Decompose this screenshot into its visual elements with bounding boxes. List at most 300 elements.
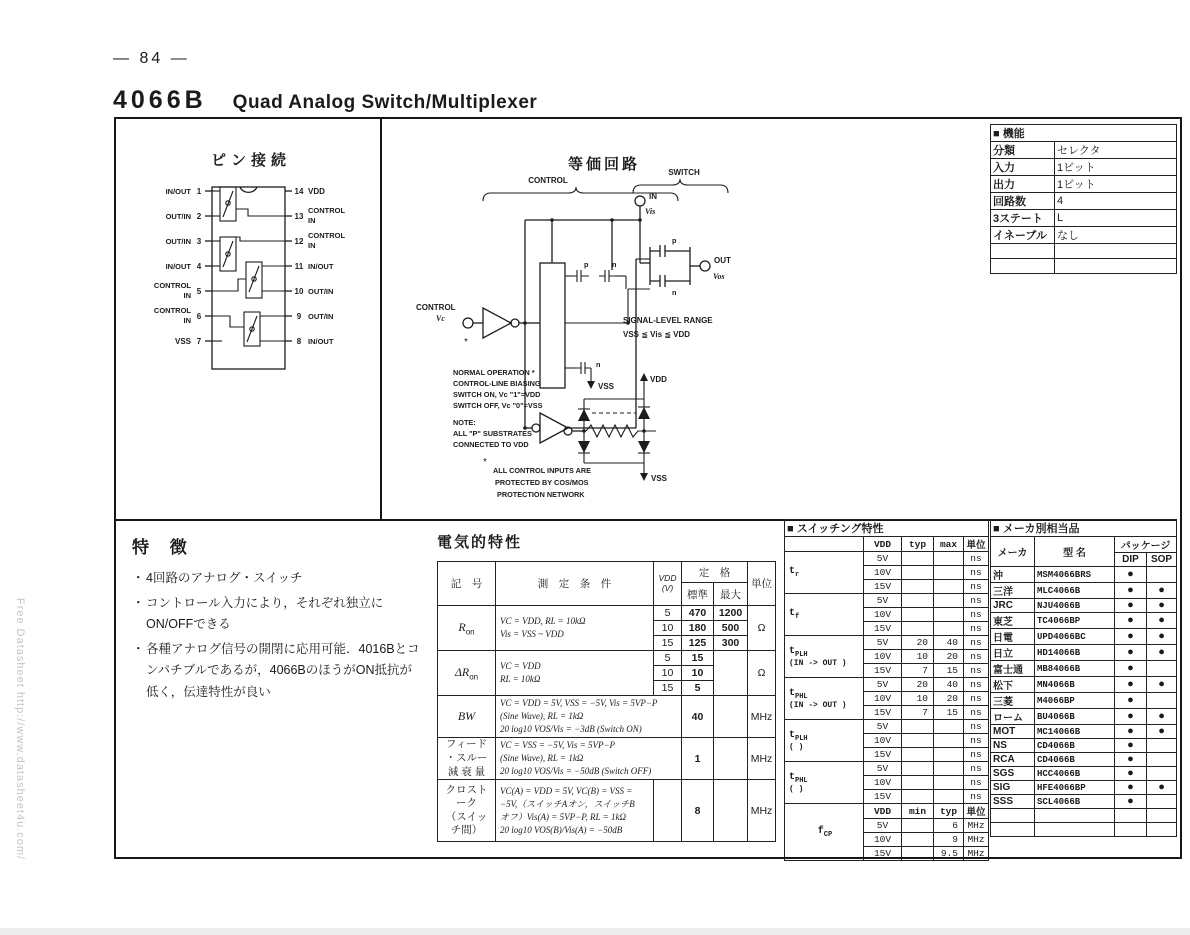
cell: CD4066B bbox=[1035, 753, 1115, 767]
cell bbox=[934, 622, 964, 636]
cell: CD4066B bbox=[1035, 739, 1115, 753]
cell: ns bbox=[964, 566, 989, 580]
control-section-label: CONTROL bbox=[528, 176, 568, 185]
conditions-bw: VC = VDD = 5V, VSS = −5V, Vis = 5VP−P (Sine Wave), RL = 1kΩ 20 log10 VOS/Vis = −3dB (Switch ON) bbox=[496, 696, 682, 738]
signal-range-line1: SIGNAL-LEVEL RANGE bbox=[623, 316, 713, 325]
table-row bbox=[785, 537, 989, 552]
cell: MC14066B bbox=[1035, 725, 1115, 739]
vos-label: Vos bbox=[713, 272, 725, 281]
cell: 500 bbox=[714, 621, 748, 636]
table-row bbox=[991, 781, 1177, 795]
table-row bbox=[785, 762, 989, 776]
table-row bbox=[991, 613, 1177, 629]
pin14-num: 14 bbox=[294, 187, 304, 196]
cell: SGS bbox=[991, 767, 1035, 781]
symbol-delta-ron: $\Delta R_{on}$ bbox=[438, 651, 496, 696]
cell: ● bbox=[1115, 613, 1147, 629]
cell: 沖 bbox=[991, 567, 1035, 583]
unit-ron: Ω bbox=[748, 606, 776, 651]
header-vdd-line2: (V) bbox=[661, 582, 674, 593]
transmission-gate bbox=[640, 236, 731, 297]
pin6-label-line1: CONTROL bbox=[153, 306, 191, 315]
protect-vdd-label: VDD bbox=[650, 375, 667, 384]
feature-text: 4回路のアナログ・スイッチ bbox=[146, 571, 303, 585]
param-tphl-2: $t_{PHL}$ ( ) bbox=[785, 762, 864, 804]
cell: 5V bbox=[864, 636, 902, 650]
header-rating: 定 格 bbox=[682, 562, 748, 583]
cell bbox=[714, 696, 748, 738]
cell: ns bbox=[964, 622, 989, 636]
cell: 8 bbox=[682, 780, 714, 842]
cell: ● bbox=[1147, 583, 1177, 599]
header-model: 型 名 bbox=[1035, 537, 1115, 567]
header-max: max bbox=[934, 537, 964, 552]
cell: M4066BP bbox=[1035, 693, 1115, 709]
cell: 40 bbox=[934, 636, 964, 650]
conditions-crosstalk: VC(A) = VDD = 5V, VC(B) = VSS = −5V,（スイッチAオン，スイッチB オフ）Vis(A) = 5VP−P, RL = 1kΩ 20 log10 VOS(B)/Vis(A) = −50dB bbox=[496, 780, 654, 842]
cell: ● bbox=[1115, 677, 1147, 693]
table-row bbox=[991, 645, 1177, 661]
table-row bbox=[991, 537, 1177, 553]
table-row bbox=[991, 583, 1177, 599]
table-row bbox=[991, 244, 1177, 259]
scan-edge bbox=[0, 928, 1190, 935]
fcp-header-min: min bbox=[902, 804, 934, 819]
table-row bbox=[785, 594, 989, 608]
cell: MHz bbox=[964, 847, 989, 861]
cell: ns bbox=[964, 650, 989, 664]
pin4-num: 4 bbox=[196, 262, 202, 271]
cell bbox=[934, 552, 964, 566]
cell bbox=[934, 776, 964, 790]
cell: 1 bbox=[682, 738, 714, 780]
symbol-feedthrough: フィード ・スルー 減 衰 量 bbox=[438, 738, 496, 780]
signal-range-line2: VSS ≦ Vis ≦ VDD bbox=[623, 330, 691, 339]
header-typ: typ bbox=[902, 537, 934, 552]
pin5-num: 5 bbox=[196, 287, 202, 296]
cell bbox=[1115, 809, 1147, 823]
table-row bbox=[991, 693, 1177, 709]
cell: 入力 bbox=[991, 159, 1055, 176]
conditions-delta-ron: VC = VDD RL = 10kΩ bbox=[496, 651, 654, 696]
cell: 3ステート bbox=[991, 210, 1055, 227]
page-title bbox=[113, 86, 537, 115]
protection-footnote bbox=[483, 457, 591, 499]
cell: 15 bbox=[934, 664, 964, 678]
cell: 7 bbox=[902, 664, 934, 678]
table-row bbox=[438, 696, 776, 738]
cell: 10 bbox=[654, 621, 682, 636]
pin1-num: 1 bbox=[196, 187, 202, 196]
table-row bbox=[991, 753, 1177, 767]
vertical-divider bbox=[380, 119, 382, 519]
cell bbox=[934, 762, 964, 776]
pin3-num: 3 bbox=[196, 237, 202, 246]
cell: 470 bbox=[682, 606, 714, 621]
fcp-header-unit: 単位 bbox=[964, 804, 989, 819]
cell: 5V bbox=[864, 552, 902, 566]
function-table bbox=[990, 124, 1177, 274]
table-row bbox=[991, 709, 1177, 725]
cell: ● bbox=[1147, 645, 1177, 661]
table-row bbox=[991, 725, 1177, 739]
footnote-line1: ALL CONTROL INPUTS ARE bbox=[493, 466, 591, 475]
cell: 7 bbox=[902, 706, 934, 720]
table-row bbox=[991, 259, 1177, 274]
pin5-label-line1: CONTROL bbox=[153, 281, 191, 290]
pin9-num: 9 bbox=[296, 312, 302, 321]
cell: 15 bbox=[654, 681, 682, 696]
cell: ● bbox=[1115, 645, 1147, 661]
cell: HCC4066B bbox=[1035, 767, 1115, 781]
pin8-label: IN/OUT bbox=[308, 337, 334, 346]
cell: ns bbox=[964, 748, 989, 762]
cell: イネーブル bbox=[991, 227, 1055, 244]
note-line1: NOTE: bbox=[453, 418, 476, 427]
pin5-label-line2: IN bbox=[183, 291, 191, 300]
electrical-characteristics-title: 電気的特性 bbox=[437, 534, 523, 551]
cell: 三菱 bbox=[991, 693, 1035, 709]
cell: 三洋 bbox=[991, 583, 1035, 599]
table-row bbox=[991, 176, 1177, 193]
cell: 1200 bbox=[714, 606, 748, 621]
table-row bbox=[438, 738, 776, 780]
cell: 300 bbox=[714, 636, 748, 651]
conditions-feedthrough: VC = VSS = −5V, Vis = 5VP−P (Sine Wave), RL = 1kΩ 20 log10 VOS/Vis = −50dB (Switch OFF) bbox=[496, 738, 682, 780]
cell: ● bbox=[1147, 613, 1177, 629]
cell: 出力 bbox=[991, 176, 1055, 193]
pmos1-label: p bbox=[584, 260, 589, 269]
normal-op-line2: CONTROL-LINE BIASING bbox=[453, 379, 541, 388]
cell bbox=[785, 537, 864, 552]
header-maker: メーカ bbox=[991, 537, 1035, 567]
table-row bbox=[438, 651, 776, 666]
table-row bbox=[991, 809, 1177, 823]
block-vss-label: VSS bbox=[598, 382, 615, 391]
cell: ● bbox=[1115, 753, 1147, 767]
cell bbox=[1055, 259, 1177, 274]
table-row bbox=[991, 210, 1177, 227]
fcp-header-typ: typ bbox=[934, 804, 964, 819]
cell: ns bbox=[964, 720, 989, 734]
part-name: Quad Analog Switch/Multiplexer bbox=[232, 92, 538, 113]
equivalent-circuit-diagram bbox=[388, 163, 868, 507]
cell: 10 bbox=[682, 666, 714, 681]
header-package: パッケージ bbox=[1115, 537, 1177, 553]
pin7-label: VSS bbox=[174, 337, 191, 346]
cell: 10V bbox=[864, 833, 902, 847]
table-row bbox=[785, 636, 989, 650]
cell: TC4066BP bbox=[1035, 613, 1115, 629]
table-row bbox=[991, 629, 1177, 645]
pin2-label: OUT/IN bbox=[165, 212, 191, 221]
cell: 125 bbox=[682, 636, 714, 651]
internal-switches bbox=[212, 187, 285, 346]
bullet: ・ bbox=[132, 641, 145, 656]
pin12-label-line2: IN bbox=[308, 241, 316, 250]
pin1-label: IN/OUT bbox=[165, 187, 191, 196]
cell bbox=[902, 566, 934, 580]
pin-labels-left bbox=[154, 187, 202, 346]
cell: ns bbox=[964, 790, 989, 804]
cell: 15V bbox=[864, 664, 902, 678]
note-line2: ALL "P" SUBSTRATES bbox=[453, 429, 532, 438]
function-table-title: ■ 機能 bbox=[991, 125, 1177, 142]
pin7-num: 7 bbox=[196, 337, 202, 346]
pin-labels-right bbox=[295, 187, 346, 346]
footnote-asterisk: * bbox=[483, 457, 487, 468]
table-row bbox=[991, 739, 1177, 753]
table-row bbox=[991, 599, 1177, 613]
cell: 東芝 bbox=[991, 613, 1035, 629]
header-unit: 単位 bbox=[964, 537, 989, 552]
cell: 20 bbox=[902, 636, 934, 650]
normal-op-line1: NORMAL OPERATION * bbox=[453, 368, 535, 377]
cell: ns bbox=[964, 552, 989, 566]
tg-nmos-label: n bbox=[672, 288, 677, 297]
table-row bbox=[438, 780, 776, 842]
protect-vss-label: VSS bbox=[651, 474, 668, 483]
cell bbox=[902, 552, 934, 566]
cell: 松下 bbox=[991, 677, 1035, 693]
cell bbox=[991, 244, 1055, 259]
table-row bbox=[991, 661, 1177, 677]
header-vdd: VDD bbox=[864, 537, 902, 552]
nmos1-label: n bbox=[612, 260, 617, 269]
cell: 10V bbox=[864, 776, 902, 790]
param-tphl-in-out: $t_{PHL}$ (IN -> OUT ) bbox=[785, 678, 864, 720]
cell: JRC bbox=[991, 599, 1035, 613]
cell bbox=[1115, 823, 1147, 837]
symbol-bw: BW bbox=[438, 696, 496, 738]
cell: 15V bbox=[864, 580, 902, 594]
header-unit: 単位 bbox=[748, 562, 776, 606]
cell bbox=[991, 823, 1035, 837]
in-terminal bbox=[645, 192, 657, 216]
cell bbox=[902, 819, 934, 833]
control-terminal-label: CONTROL bbox=[416, 303, 456, 312]
conditions-ron: VC = VDD, RL = 10kΩ Vis = VSS ~ VDD bbox=[496, 606, 654, 651]
cell: ● bbox=[1115, 567, 1147, 583]
cell bbox=[934, 790, 964, 804]
cell: ns bbox=[964, 608, 989, 622]
cell: ● bbox=[1115, 739, 1147, 753]
cell: 10V bbox=[864, 608, 902, 622]
feature-text: 各種アナログ信号の開閉に応用可能．4016Bとコンパチブルであるが，4066BのほうがON抵抗が低く，伝達特性が良い bbox=[146, 641, 420, 699]
header-typ: 標準 bbox=[682, 583, 714, 606]
cell: SSS bbox=[991, 795, 1035, 809]
cell: 15V bbox=[864, 622, 902, 636]
table-row bbox=[785, 720, 989, 734]
note-line3: CONNECTED TO VDD bbox=[453, 440, 529, 449]
header-dip: DIP bbox=[1115, 553, 1147, 567]
cell: 15V bbox=[864, 748, 902, 762]
tg-pmos-label: p bbox=[672, 236, 677, 245]
inverter-1 bbox=[483, 308, 540, 338]
table-row bbox=[991, 193, 1177, 210]
cell: ● bbox=[1115, 583, 1147, 599]
table-row bbox=[991, 795, 1177, 809]
pin-connection-diagram bbox=[118, 179, 380, 511]
table-row bbox=[991, 159, 1177, 176]
switch-section-label: SWITCH bbox=[668, 168, 700, 177]
cell: ns bbox=[964, 734, 989, 748]
cell bbox=[902, 608, 934, 622]
cell: 15V bbox=[864, 790, 902, 804]
cell bbox=[714, 738, 748, 780]
cell: RCA bbox=[991, 753, 1035, 767]
pin10-label: OUT/IN bbox=[308, 287, 334, 296]
cell: 5V bbox=[864, 720, 902, 734]
braces bbox=[483, 168, 728, 201]
cell: MOT bbox=[991, 725, 1035, 739]
table-row bbox=[991, 520, 1177, 537]
cell: 10V bbox=[864, 734, 902, 748]
header-conditions: 測 定 条 件 bbox=[496, 562, 654, 606]
cell bbox=[902, 762, 934, 776]
unit-crosstalk: MHz bbox=[748, 780, 776, 842]
cell: MN4066B bbox=[1035, 677, 1115, 693]
cell: ● bbox=[1115, 693, 1147, 709]
header-sop: SOP bbox=[1147, 553, 1177, 567]
header-vdd-line1: VDD bbox=[658, 573, 677, 584]
cell bbox=[934, 608, 964, 622]
table-row bbox=[785, 804, 989, 819]
cell bbox=[902, 622, 934, 636]
cell: ● bbox=[1115, 599, 1147, 613]
out-label: OUT bbox=[714, 256, 731, 265]
cell bbox=[1055, 244, 1177, 259]
cell bbox=[1147, 767, 1177, 781]
cell: SIG bbox=[991, 781, 1035, 795]
cell bbox=[1147, 739, 1177, 753]
param-fcp: $f_{CP}$ bbox=[785, 804, 864, 861]
bullet: ・ bbox=[132, 595, 145, 610]
cell: 10 bbox=[902, 650, 934, 664]
cell: 15 bbox=[654, 636, 682, 651]
cell: 9.5 bbox=[934, 847, 964, 861]
cell: ns bbox=[964, 580, 989, 594]
pin10-num: 10 bbox=[294, 287, 304, 296]
list-item bbox=[132, 639, 424, 704]
cell: UPD4066BC bbox=[1035, 629, 1115, 645]
cell: 1ビット bbox=[1055, 159, 1177, 176]
pin8-num: 8 bbox=[296, 337, 302, 346]
cell: 5V bbox=[864, 678, 902, 692]
table-row bbox=[785, 552, 989, 566]
cell: ● bbox=[1147, 677, 1177, 693]
cell bbox=[714, 651, 748, 696]
control-block bbox=[540, 260, 650, 391]
pin12-label-line1: CONTROL bbox=[308, 231, 346, 240]
cell bbox=[1147, 809, 1177, 823]
cell bbox=[1147, 795, 1177, 809]
cell: 4 bbox=[1055, 193, 1177, 210]
pin13-num: 13 bbox=[294, 212, 304, 221]
cell: セレクタ bbox=[1055, 142, 1177, 159]
symbol-crosstalk: クロスト ーク （スイッ チ間） bbox=[438, 780, 496, 842]
fcp-header-vdd: VDD bbox=[864, 804, 902, 819]
cell: MHz bbox=[964, 819, 989, 833]
cell: ● bbox=[1147, 725, 1177, 739]
pin11-label: IN/OUT bbox=[308, 262, 334, 271]
cell: 6 bbox=[934, 819, 964, 833]
page-number: — 84 — bbox=[113, 50, 190, 67]
pin3-label: OUT/IN bbox=[165, 237, 191, 246]
cell: ns bbox=[964, 692, 989, 706]
cell: なし bbox=[1055, 227, 1177, 244]
cell: SCL4066B bbox=[1035, 795, 1115, 809]
cell: ns bbox=[964, 706, 989, 720]
cell: 5V bbox=[864, 594, 902, 608]
cell bbox=[1147, 567, 1177, 583]
cell bbox=[902, 580, 934, 594]
cell: 5 bbox=[654, 606, 682, 621]
list-item bbox=[132, 593, 424, 636]
cell: ● bbox=[1147, 629, 1177, 645]
cell: ● bbox=[1147, 781, 1177, 795]
cell: 5V bbox=[864, 819, 902, 833]
pin14-label: VDD bbox=[308, 187, 325, 196]
param-tr: $t_r$ bbox=[785, 552, 864, 594]
normal-op-line4: SWITCH OFF, Vc "0"=VSS bbox=[453, 401, 543, 410]
watermark: Free Datasheet http://www.datasheet4u.com/ bbox=[14, 598, 26, 861]
vc-label: Vc bbox=[436, 314, 445, 323]
cell: 15V bbox=[864, 706, 902, 720]
cell: ● bbox=[1115, 795, 1147, 809]
cell: ● bbox=[1115, 781, 1147, 795]
cell: 15V bbox=[864, 847, 902, 861]
cell: 10V bbox=[864, 566, 902, 580]
cell: ● bbox=[1147, 599, 1177, 613]
pin13-label-line1: CONTROL bbox=[308, 206, 346, 215]
list-item bbox=[132, 568, 424, 590]
cell bbox=[902, 720, 934, 734]
cell: ns bbox=[964, 636, 989, 650]
pin13-label-line2: IN bbox=[308, 216, 316, 225]
table-row bbox=[991, 823, 1177, 837]
cell: 日立 bbox=[991, 645, 1035, 661]
unit-bw: MHz bbox=[748, 696, 776, 738]
cell bbox=[902, 594, 934, 608]
cell bbox=[1035, 809, 1115, 823]
cell bbox=[902, 734, 934, 748]
cell: ● bbox=[1147, 709, 1177, 725]
cell: 回路数 bbox=[991, 193, 1055, 210]
cell: MHz bbox=[964, 833, 989, 847]
cell bbox=[1147, 753, 1177, 767]
pin6-label-line2: IN bbox=[183, 316, 191, 325]
nmos2-label: n bbox=[596, 360, 601, 369]
cell bbox=[654, 780, 682, 842]
cell: 5 bbox=[654, 651, 682, 666]
cell: ns bbox=[964, 664, 989, 678]
electrical-characteristics-section bbox=[437, 531, 776, 842]
cell: 9 bbox=[934, 833, 964, 847]
cell: 180 bbox=[682, 621, 714, 636]
maker-table-title: ■ メーカ別相当品 bbox=[991, 520, 1177, 537]
cell: 10 bbox=[654, 666, 682, 681]
cell: 15 bbox=[934, 706, 964, 720]
footnote-line2: PROTECTED BY COS/MOS bbox=[495, 478, 589, 487]
cell: ns bbox=[964, 776, 989, 790]
feature-text: コントロール入力により，それぞれ独立にON/OFFできる bbox=[146, 595, 384, 631]
pin9-label: OUT/IN bbox=[308, 312, 334, 321]
table-row bbox=[438, 606, 776, 621]
cell: MSM4066BRS bbox=[1035, 567, 1115, 583]
header-symbol: 記 号 bbox=[438, 562, 496, 606]
cell: ● bbox=[1115, 661, 1147, 677]
